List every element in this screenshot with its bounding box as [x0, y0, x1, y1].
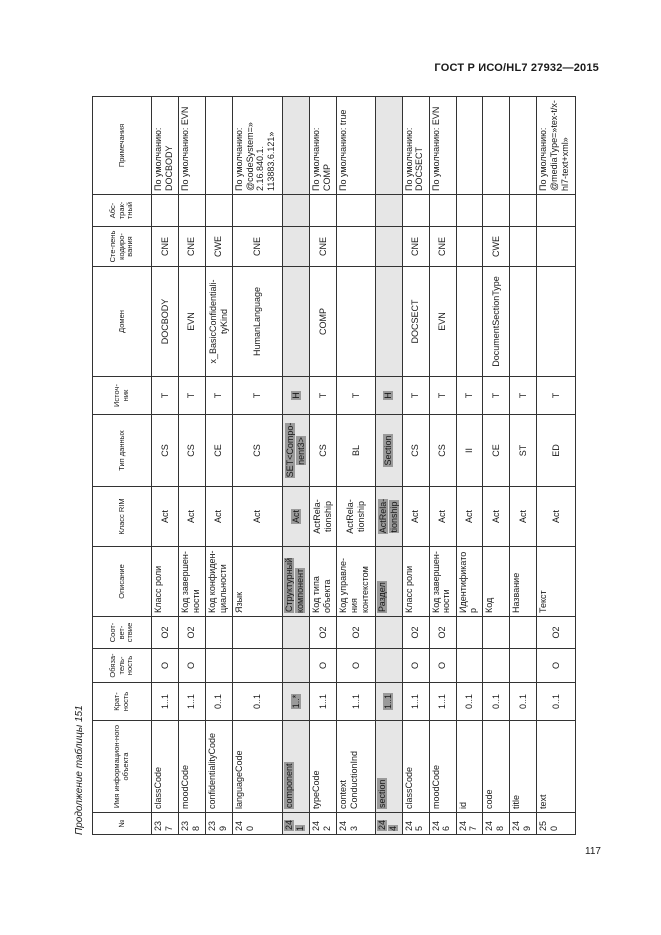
cell-num: 237 [152, 813, 179, 835]
cell-card [375, 683, 402, 721]
cell-num [375, 813, 402, 835]
col-header: Примечания [93, 97, 152, 195]
cell-rim: Act [456, 487, 483, 547]
cell-opt [232, 649, 283, 683]
table-row [178, 97, 205, 835]
cell-rim [283, 487, 310, 547]
cell-abs [310, 195, 337, 227]
cell-abs [375, 195, 402, 227]
cell-name [375, 721, 402, 813]
cell-domain [337, 267, 376, 377]
cell-notes [283, 97, 310, 195]
cell-domain: COMP [310, 267, 337, 377]
highlighted-text: H [383, 392, 394, 399]
cell-abs [537, 195, 576, 227]
cell-dtype: ED [537, 415, 576, 487]
col-header: № [93, 813, 152, 835]
cell-card: 0..1 [205, 683, 232, 721]
cell-num: 246 [429, 813, 456, 835]
cell-name: context ConductionInd [337, 721, 376, 813]
highlighted-text: Структурный компонент [284, 557, 306, 613]
cell-notes [510, 97, 537, 195]
highlighted-text: Section [383, 435, 394, 466]
cell-abs [232, 195, 283, 227]
highlighted-text: 241 [284, 819, 306, 831]
table-row [205, 97, 232, 835]
cell-rim: Act [232, 487, 283, 547]
cell-name: classCode [152, 721, 179, 813]
cell-num: 250 [537, 813, 576, 835]
col-header: Крат-ность [93, 683, 152, 721]
cell-name: classCode [402, 721, 429, 813]
cell-abs [205, 195, 232, 227]
cell-opt: O [152, 649, 179, 683]
cell-conf [375, 617, 402, 649]
cell-name: moodCode [178, 721, 205, 813]
cell-cod [375, 227, 402, 267]
cell-card: 1..1 [402, 683, 429, 721]
cell-desc: Код управле-ния контекстом [337, 547, 376, 617]
highlighted-text: Act [290, 510, 301, 524]
cell-dtype: CE [205, 415, 232, 487]
col-header: Абс-трак-тный [93, 195, 152, 227]
cell-opt: O [537, 649, 576, 683]
cell-name: text [537, 721, 576, 813]
highlighted-text: section [376, 779, 387, 808]
cell-cod: CNE [232, 227, 283, 267]
cell-rim: Act [510, 487, 537, 547]
cell-rim: ActRela-tionship [337, 487, 376, 547]
cell-domain [456, 267, 483, 377]
cell-cod [456, 227, 483, 267]
cell-dtype: CS [178, 415, 205, 487]
cell-conf [232, 617, 283, 649]
cell-opt: O [310, 649, 337, 683]
cell-notes: По умолчанию: DOCBODY [152, 97, 179, 195]
cell-domain: x_BasicConfidentiali-tyKind [205, 267, 232, 377]
cell-cod: CNE [429, 227, 456, 267]
cell-dtype: BL [337, 415, 376, 487]
col-header: Источ-ник [93, 377, 152, 415]
cell-rim: Act [537, 487, 576, 547]
cell-name: confidentialityCode [205, 721, 232, 813]
cell-notes [456, 97, 483, 195]
table-row [232, 97, 283, 835]
table-row [456, 97, 483, 835]
data-table [92, 96, 576, 835]
cell-opt [283, 649, 310, 683]
cell-card: 1..1 [178, 683, 205, 721]
cell-domain: DOCBODY [152, 267, 179, 377]
cell-desc [283, 547, 310, 617]
highlighted-text: component [284, 763, 295, 808]
cell-src [375, 377, 402, 415]
cell-opt [456, 649, 483, 683]
cell-abs [483, 195, 510, 227]
cell-conf [510, 617, 537, 649]
cell-cod: CNE [402, 227, 429, 267]
cell-rim: Act [178, 487, 205, 547]
col-header: Имя информацион-ного объекта [93, 721, 152, 813]
cell-cod: CWE [205, 227, 232, 267]
cell-desc: Код [483, 547, 510, 617]
cell-num [283, 813, 310, 835]
cell-abs [152, 195, 179, 227]
highlighted-text: Раздел [376, 582, 387, 612]
table-row [429, 97, 456, 835]
cell-rim: Act [205, 487, 232, 547]
cell-domain: DOCSECT [402, 267, 429, 377]
cell-domain: EVN [178, 267, 205, 377]
cell-notes: По умолчанию: COMP [310, 97, 337, 195]
cell-conf [483, 617, 510, 649]
cell-src: T [152, 377, 179, 415]
cell-card: 1..1 [337, 683, 376, 721]
cell-desc: Идентификатор [456, 547, 483, 617]
cell-src: T [205, 377, 232, 415]
cell-rim: Act [429, 487, 456, 547]
col-header: Описание [93, 547, 152, 617]
cell-desc [375, 547, 402, 617]
cell-domain [375, 267, 402, 377]
table-row [283, 97, 310, 835]
cell-conf: O2 [152, 617, 179, 649]
table-row [537, 97, 576, 835]
cell-domain [510, 267, 537, 377]
cell-desc: Название [510, 547, 537, 617]
cell-abs [456, 195, 483, 227]
cell-card: 1..1 [152, 683, 179, 721]
cell-rim: Act [152, 487, 179, 547]
cell-cod [510, 227, 537, 267]
cell-src: T [337, 377, 376, 415]
table-row [337, 97, 376, 835]
table-row [402, 97, 429, 835]
highlighted-text: H [290, 392, 301, 399]
cell-rim: ActRela-tionship [310, 487, 337, 547]
rotated-table-area [70, 97, 576, 835]
cell-conf: O2 [310, 617, 337, 649]
table-row [483, 97, 510, 835]
cell-domain: HumanLanguage [232, 267, 283, 377]
cell-opt: O [402, 649, 429, 683]
table-row [152, 97, 179, 835]
cell-desc: Код типа объекта [310, 547, 337, 617]
cell-opt: O [429, 649, 456, 683]
highlighted-text: SET<Compo-nent3> [285, 422, 307, 478]
cell-card: 0..1 [483, 683, 510, 721]
cell-src: T [456, 377, 483, 415]
cell-opt [483, 649, 510, 683]
col-header: Класс RIM [93, 487, 152, 547]
cell-num: 249 [510, 813, 537, 835]
cell-abs [178, 195, 205, 227]
cell-conf: O2 [402, 617, 429, 649]
cell-name: typeCode [310, 721, 337, 813]
cell-opt: O [178, 649, 205, 683]
col-header: Домен [93, 267, 152, 377]
cell-num: 245 [402, 813, 429, 835]
cell-abs [337, 195, 376, 227]
cell-name: id [456, 721, 483, 813]
table-row [375, 97, 402, 835]
cell-domain [537, 267, 576, 377]
cell-name: moodCode [429, 721, 456, 813]
cell-src: T [178, 377, 205, 415]
cell-abs [429, 195, 456, 227]
cell-rim: Act [483, 487, 510, 547]
cell-src: T [232, 377, 283, 415]
highlighted-text: 1..* [290, 694, 301, 709]
cell-conf: O2 [337, 617, 376, 649]
cell-desc: Текст [537, 547, 576, 617]
standard-code: ГОСТ Р ИСО/HL7 27932—2015 [434, 62, 599, 74]
cell-num: 240 [232, 813, 283, 835]
cell-card: 1..1 [429, 683, 456, 721]
cell-src: T [429, 377, 456, 415]
highlighted-text: ActRela-tionship [377, 498, 399, 534]
cell-notes: По умолчанию: DOCSECT [402, 97, 429, 195]
cell-card: 0..1 [456, 683, 483, 721]
col-header: Сте-пень кодиро-вания [93, 227, 152, 267]
cell-card: 0..1 [232, 683, 283, 721]
cell-dtype: CS [232, 415, 283, 487]
cell-notes: По умолчанию: @mediaType=»tex-t/x-hl7-text+xml» [537, 97, 576, 195]
highlighted-text: 1..1 [383, 694, 394, 710]
cell-cod: CWE [483, 227, 510, 267]
cell-num: 242 [310, 813, 337, 835]
cell-desc: Класс роли [402, 547, 429, 617]
cell-cod: CNE [152, 227, 179, 267]
cell-src: T [402, 377, 429, 415]
cell-desc: Язык [232, 547, 283, 617]
table-header-row [93, 97, 152, 835]
cell-dtype: ST [510, 415, 537, 487]
col-header: Обяза-тель-ность [93, 649, 152, 683]
cell-num: 248 [483, 813, 510, 835]
cell-conf [205, 617, 232, 649]
cell-notes [205, 97, 232, 195]
cell-dtype [375, 415, 402, 487]
cell-abs [402, 195, 429, 227]
cell-num: 243 [337, 813, 376, 835]
cell-card: 0..1 [537, 683, 576, 721]
cell-conf: O2 [178, 617, 205, 649]
cell-src: T [483, 377, 510, 415]
cell-conf: O2 [429, 617, 456, 649]
cell-domain: EVN [429, 267, 456, 377]
cell-notes [483, 97, 510, 195]
cell-num: 247 [456, 813, 483, 835]
highlighted-text: 244 [376, 819, 398, 831]
cell-notes [375, 97, 402, 195]
cell-conf: O2 [537, 617, 576, 649]
cell-desc: Код завершен-ности [178, 547, 205, 617]
cell-cod [283, 227, 310, 267]
cell-desc: Код завершен-ности [429, 547, 456, 617]
cell-cod: CNE [310, 227, 337, 267]
cell-dtype [283, 415, 310, 487]
cell-opt [510, 649, 537, 683]
cell-opt: O [337, 649, 376, 683]
cell-domain: DocumentSectionType [483, 267, 510, 377]
cell-name: code [483, 721, 510, 813]
cell-dtype: CS [310, 415, 337, 487]
cell-domain [283, 267, 310, 377]
cell-src: T [537, 377, 576, 415]
cell-opt [205, 649, 232, 683]
cell-notes: По умолчанию: @codeSystem=» 2.16.840.1. 113883.6.121» [232, 97, 283, 195]
cell-num: 239 [205, 813, 232, 835]
cell-notes: По умолчанию: EVN [178, 97, 205, 195]
cell-card [283, 683, 310, 721]
cell-notes: По умолчанию: true [337, 97, 376, 195]
cell-dtype: CE [483, 415, 510, 487]
cell-opt [375, 649, 402, 683]
cell-abs [283, 195, 310, 227]
cell-desc: Код конфиден-циальности [205, 547, 232, 617]
cell-conf [456, 617, 483, 649]
cell-src: T [510, 377, 537, 415]
table-caption: Продолжение таблицы 151 [74, 705, 85, 835]
cell-num: 238 [178, 813, 205, 835]
cell-dtype: CS [152, 415, 179, 487]
cell-card: 0..1 [510, 683, 537, 721]
cell-name: title [510, 721, 537, 813]
cell-desc: Класс роли [152, 547, 179, 617]
cell-cod: CNE [178, 227, 205, 267]
cell-notes: По умолчанию: EVN [429, 97, 456, 195]
cell-cod [337, 227, 376, 267]
cell-src: T [310, 377, 337, 415]
cell-dtype: II [456, 415, 483, 487]
cell-rim: Act [402, 487, 429, 547]
cell-card: 1..1 [310, 683, 337, 721]
cell-src [283, 377, 310, 415]
cell-abs [510, 195, 537, 227]
cell-cod [537, 227, 576, 267]
cell-conf [283, 617, 310, 649]
col-header: Соот-вет-ствие [93, 617, 152, 649]
cell-rim [375, 487, 402, 547]
page-number: 117 [585, 846, 601, 857]
cell-dtype: CS [402, 415, 429, 487]
cell-name [283, 721, 310, 813]
table-row [310, 97, 337, 835]
cell-name: languageCode [232, 721, 283, 813]
cell-dtype: CS [429, 415, 456, 487]
table-row [510, 97, 537, 835]
col-header: Тип данных [93, 415, 152, 487]
